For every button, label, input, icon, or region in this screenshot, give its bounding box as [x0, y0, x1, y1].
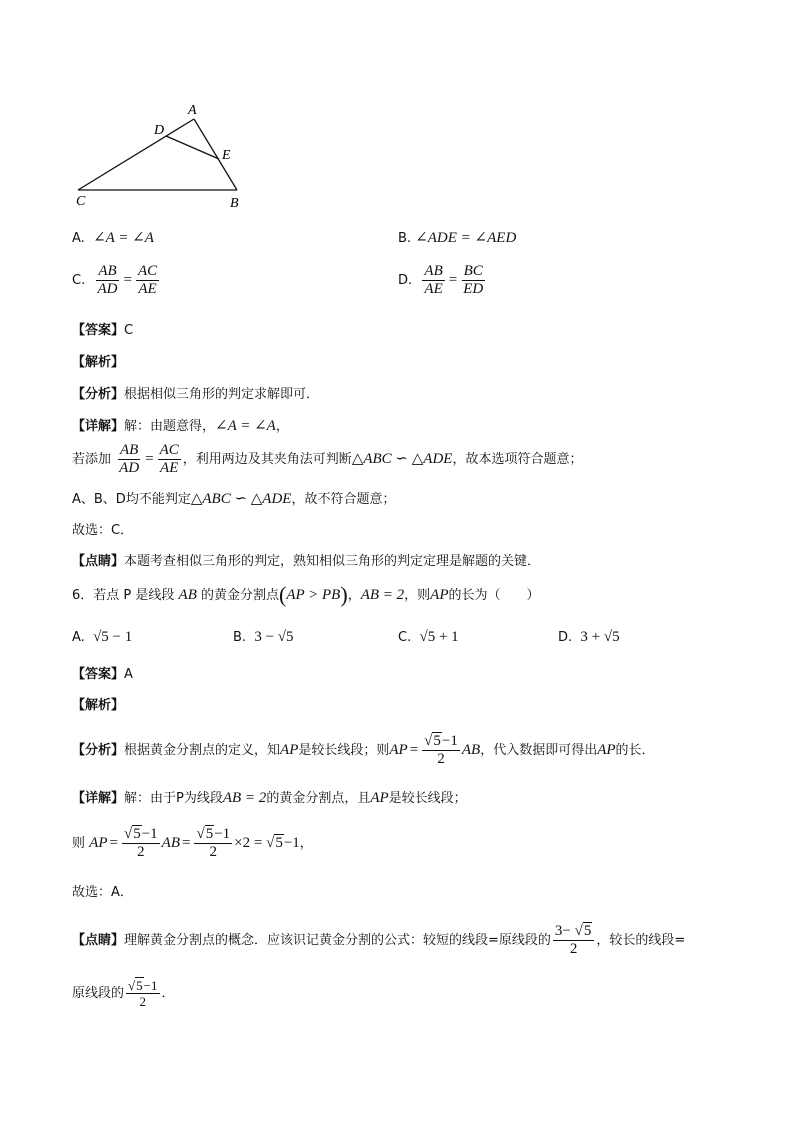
- q5-guxuan: 故选：C．: [72, 523, 134, 538]
- q5-option-b: B. ∠ADE = ∠AED: [398, 230, 517, 246]
- q5-answer: 【答案】C: [72, 323, 134, 338]
- q6-guxuan: 故选：A．: [72, 885, 133, 900]
- q6-xiangjie: 【详解】解：由于P为线段AB = 2的黄金分割点，且AP是较长线段；: [72, 790, 467, 806]
- q6-option-b: B. 3 − √5: [233, 629, 294, 645]
- q6-option-c: C. √5 + 1: [398, 629, 459, 645]
- q6-option-d: D. 3 + √5: [558, 629, 620, 645]
- q6-dianjing: 【点睛】理解黄金分割点的概念．应该识记黄金分割的公式：较短的线段=原线段的 $\frac{3- √5}{2}$ ，较长的线段=: [72, 923, 686, 957]
- label-c: C: [76, 194, 86, 209]
- label-a: A: [188, 103, 197, 118]
- q5-abd-line: A、B、D均不能判定△ABC ∽ △ADE，故不符合题意；: [72, 491, 396, 507]
- q5-analysis-heading: 【解析】: [72, 355, 125, 370]
- q6-dianjing-line2: 原线段的 $\frac{√5-1}{2}$ ．: [72, 978, 175, 1009]
- side-ca: [78, 119, 194, 190]
- q6-ze-line: 则 AP = $\frac{√5-1}{2}$ AB = $\frac{√5-1}{2}$ ×2 = √5−1，: [72, 826, 313, 860]
- triangle-figure: [70, 100, 260, 215]
- q5-option-d: D. $\frac{AB}{AE}$ = $\frac{BC}{ED}$: [398, 263, 484, 297]
- q6-option-a: A. √5 − 1: [72, 629, 133, 645]
- q5-option-a: A. ∠A = ∠A: [72, 230, 154, 246]
- q5-ruo-line: 若添加 $\frac{AB}{AD}$ = $\frac{AC}{AE}$ ，利用两边及其夹角法可判断△ABC ∽ △ADE，故本选项符合题意；: [72, 442, 583, 476]
- q5-fenxi: 【分析】根据相似三角形的判定求解即可．: [72, 387, 320, 402]
- label-b: B: [230, 196, 239, 211]
- q6-answer: 【答案】A: [72, 667, 133, 682]
- label-d: D: [154, 123, 165, 138]
- q5-option-c: C. $\frac{AB}{AD}$ = $\frac{AC}{AE}$: [72, 263, 158, 297]
- q5-xiangjie: 【详解】解：由题意得，∠A = ∠A，: [72, 418, 289, 434]
- q6-analysis-heading: 【解析】: [72, 698, 125, 713]
- q5-dianjing: 【点睛】本题考查相似三角形的判定，熟知相似三角形的判定定理是解题的关键．: [72, 554, 541, 569]
- q6-stem: 6．若点 P 是线段 AB 的黄金分割点(AP > PB)，AB = 2，则AP的长为（ ）: [72, 582, 540, 607]
- q6-fenxi: 【分析】根据黄金分割点的定义，知AP是较长线段；则AP = $\frac{√5-1}{2}$ AB，代入数据即可得出AP的长．: [72, 733, 655, 767]
- label-e: E: [222, 148, 231, 163]
